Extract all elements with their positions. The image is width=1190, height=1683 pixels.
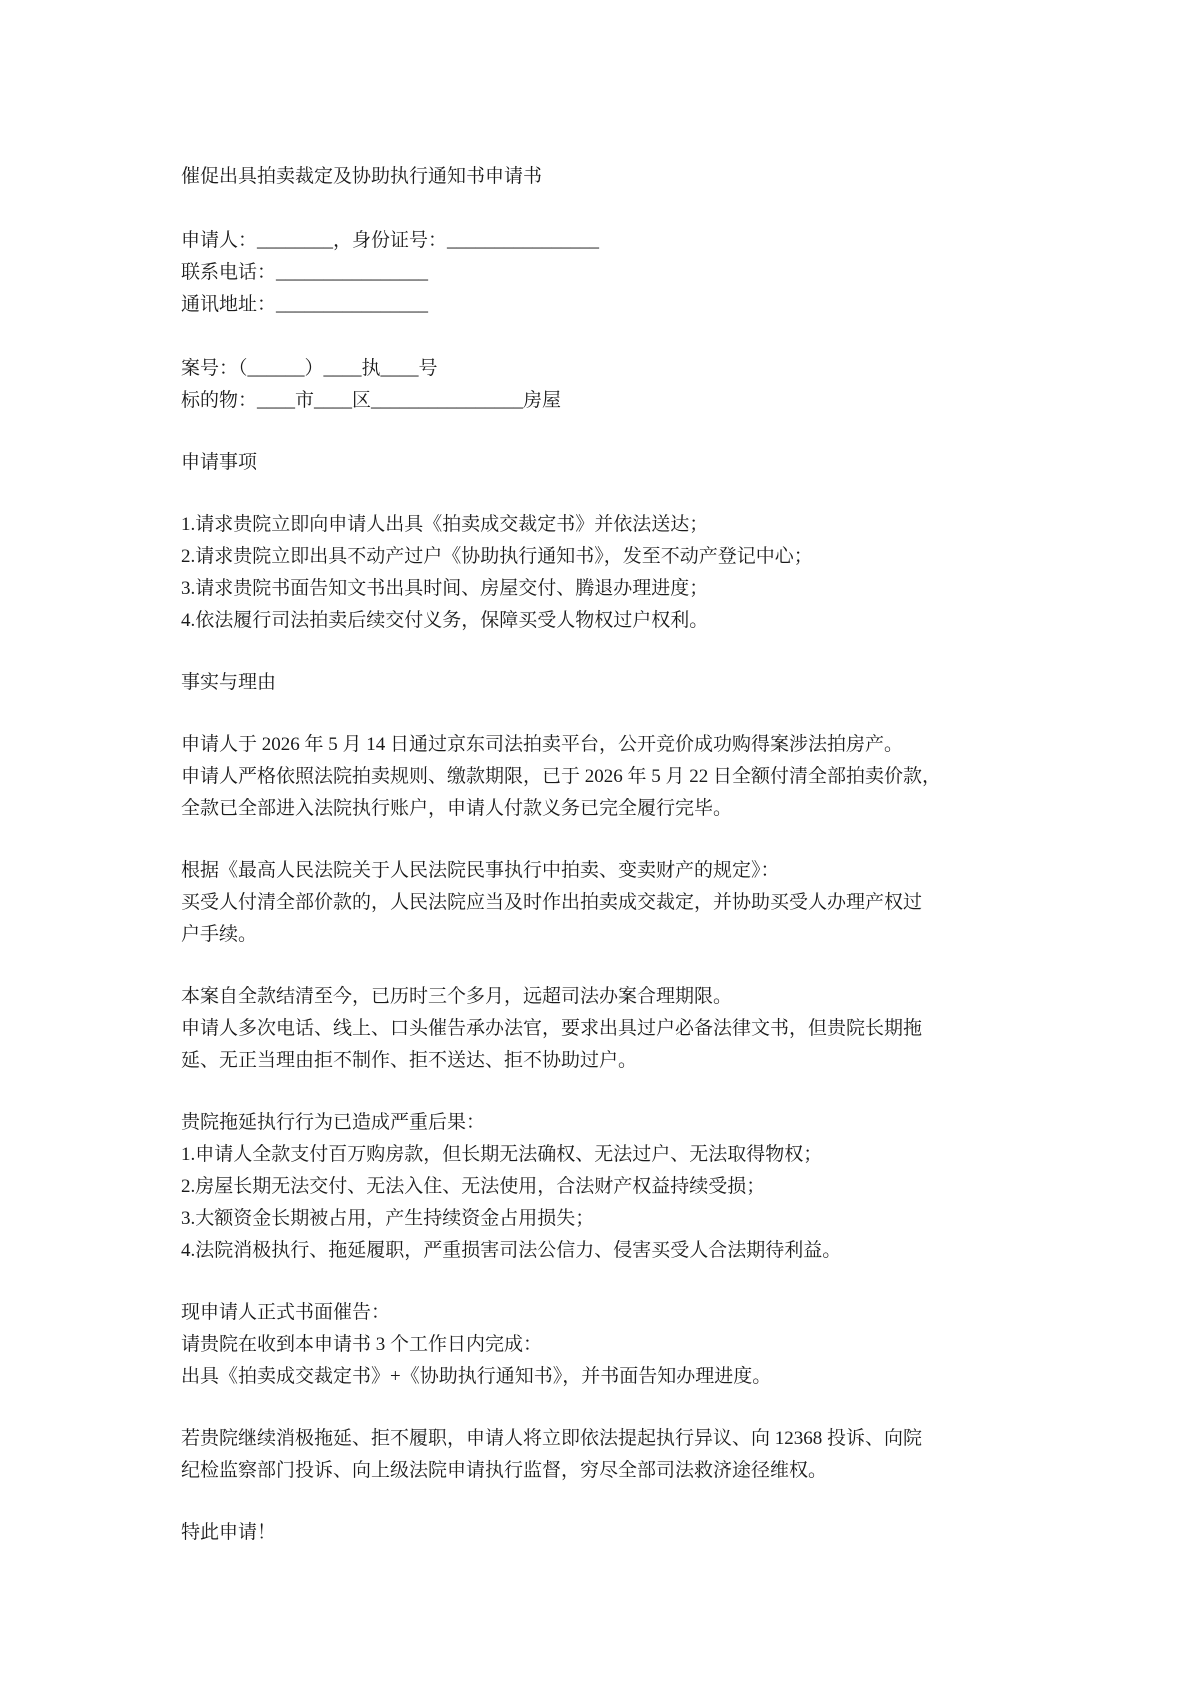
paragraph-line: 贵院拖延执行行为已造成严重后果：: [181, 1112, 486, 1133]
paragraph-line: 买受人付清全部价款的，人民法院应当及时作出拍卖成交裁定，并协助买受人办理产权过: [181, 892, 923, 913]
request-item: 2.请求贵院立即出具不动产过户《协助执行通知书》，发至不动产登记中心；: [181, 546, 813, 567]
consequence-item: 2.房屋长期无法交付、无法入住、无法使用，合法财产权益持续受损；: [181, 1176, 766, 1197]
applicant-name-line: 申请人：________，身份证号：________________: [181, 230, 600, 251]
facts-paragraph-warning: [181, 1423, 1041, 1487]
facts-paragraph-demand: [181, 1297, 1041, 1393]
facts-paragraph-legal-basis: [181, 855, 1041, 951]
paragraph-line: 申请人多次电话、线上、口头催告承办法官，要求出具过户必备法律文书，但贵院长期拖: [181, 1018, 923, 1039]
facts-paragraph-delay: [181, 981, 1041, 1077]
request-item: 1.请求贵院立即向申请人出具《拍卖成交裁定书》并依法送达；: [181, 514, 709, 535]
paragraph-line: 全款已全部进入法院执行账户，申请人付款义务已完全履行完毕。: [181, 798, 733, 819]
applicant-phone-line: 联系电话：________________: [181, 262, 429, 283]
document-page: [181, 161, 1041, 1549]
paragraph-line: 出具《拍卖成交裁定书》+《协助执行通知书》，并书面告知办理进度。: [181, 1366, 772, 1387]
paragraph-line: 户手续。: [181, 924, 258, 945]
paragraph-line: 申请人严格依照法院拍卖规则、缴款期限，已于 2026 年 5 月 22 日全额付清全部拍卖价款，: [181, 766, 942, 787]
paragraph-line: 申请人于 2026 年 5 月 14 日通过京东司法拍卖平台，公开竞价成功购得案涉法拍房产。: [181, 734, 904, 755]
subject-matter-line: 标的物：____市____区________________房屋: [181, 390, 562, 411]
consequence-item: 3.大额资金长期被占用，产生持续资金占用损失；: [181, 1208, 595, 1229]
paragraph-line: 现申请人正式书面催告：: [181, 1302, 391, 1323]
paragraph-line: 延、无正当理由拒不制作、拒不送达、拒不协助过户。: [181, 1050, 638, 1071]
paragraph-line: 本案自全款结清至今，已历时三个多月，远超司法办案合理期限。: [181, 986, 733, 1007]
requests-heading: 申请事项: [181, 452, 258, 473]
closing-text: 特此申请！: [181, 1522, 277, 1543]
document-title: 催促出具拍卖裁定及协助执行通知书申请书: [181, 166, 543, 187]
facts-paragraph-purchase: [181, 729, 1041, 825]
request-item: 4.依法履行司法拍卖后续交付义务，保障买受人物权过户权利。: [181, 610, 709, 631]
consequence-item: 1.申请人全款支付百万购房款，但长期无法确权、无法过户、无法取得物权；: [181, 1144, 823, 1165]
facts-paragraph-consequences: [181, 1107, 1041, 1267]
consequence-item: 4.法院消极执行、拖延履职，严重损害司法公信力、侵害买受人合法期待利益。: [181, 1240, 842, 1261]
request-item: 3.请求贵院书面告知文书出具时间、房屋交付、腾退办理进度；: [181, 578, 709, 599]
case-number-line: 案号：（______）____执____号: [181, 358, 438, 379]
paragraph-line: 若贵院继续消极拖延、拒不履职，申请人将立即依法提起执行异议、向 12368 投诉、向院: [181, 1428, 923, 1449]
paragraph-line: 根据《最高人民法院关于人民法院民事执行中拍卖、变卖财产的规定》：: [181, 860, 780, 881]
applicant-address-line: 通讯地址：________________: [181, 294, 429, 315]
facts-heading: 事实与理由: [181, 672, 277, 693]
paragraph-line: 请贵院在收到本申请书 3 个工作日内完成：: [181, 1334, 543, 1355]
paragraph-line: 纪检监察部门投诉、向上级法院申请执行监督，穷尽全部司法救济途径维权。: [181, 1460, 828, 1481]
